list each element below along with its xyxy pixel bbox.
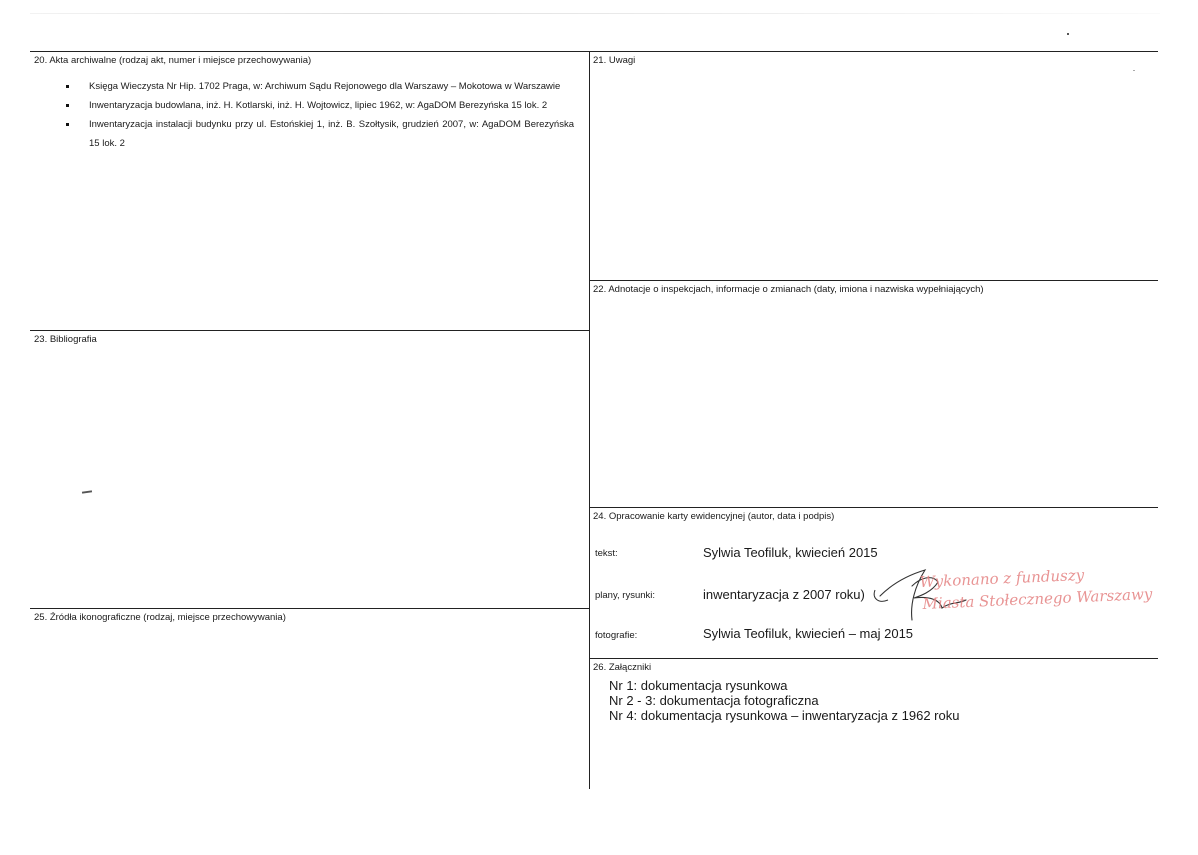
divider-22-24 xyxy=(589,507,1158,508)
scan-edge-line xyxy=(30,13,1160,14)
attachment-item: Nr 1: dokumentacja rysunkowa xyxy=(609,678,788,693)
section-21-title: 21. Uwagi xyxy=(593,55,636,66)
divider-20-23 xyxy=(30,330,589,331)
plans-label: plany, rysunki: xyxy=(595,590,656,601)
stamp-line-2: Miasta Stołecznego Warszawy xyxy=(922,584,1153,613)
attachments-list xyxy=(609,678,959,723)
section-25-title: 25. Źródła ikonograficzne (rodzaj, miejsce przechowywania) xyxy=(34,612,286,623)
text-label: tekst: xyxy=(595,548,618,559)
divider-top xyxy=(30,51,1158,52)
text-author: Sylwia Teofiluk, kwiecień 2015 xyxy=(703,545,878,560)
photos-author: Sylwia Teofiluk, kwiecień – maj 2015 xyxy=(703,626,914,641)
section-24-title: 24. Opracowanie karty ewidencyjnej (autor, data i podpis) xyxy=(593,511,835,522)
archival-record-item: Inwentaryzacja instalacji budynku przy ul. Estońskiej 1, inż. B. Szołtysik, grudzień 2007, w: AgaDOM Berezyńska 15 lok. 2 xyxy=(62,115,574,153)
attachment-item: Nr 2 - 3: dokumentacja fotograficzna xyxy=(609,693,819,708)
divider-21-22 xyxy=(589,280,1158,281)
attachment-item: Nr 4: dokumentacja rysunkowa – inwentaryzacja z 1962 roku xyxy=(609,708,960,723)
funding-stamp xyxy=(919,561,1153,615)
archival-record-item: Inwentaryzacja budowlana, inż. H. Kotlarski, inż. H. Wojtowicz, lipiec 1962, w: AgaDOM Berezyńska 15 lok. 2 xyxy=(62,96,574,115)
divider-center xyxy=(589,51,590,789)
scan-speck xyxy=(82,490,92,493)
section-26-title: 26. Załączniki xyxy=(593,662,652,673)
stamp-line-1: Wykonano z funduszy xyxy=(919,565,1085,592)
photos-label: fotografie: xyxy=(595,630,638,641)
scan-speck xyxy=(1067,33,1069,35)
plans-value: inwentaryzacja z 2007 roku) xyxy=(703,587,865,602)
archival-record-item: Księga Wieczysta Nr Hip. 1702 Praga, w: Archiwum Sądu Rejonowego dla Warszawy – Mokotowa w Warszawie xyxy=(62,77,574,96)
divider-24-26 xyxy=(589,658,1158,659)
section-20-title: 20. Akta archiwalne (rodzaj akt, numer i miejsce przechowywania) xyxy=(34,55,312,66)
divider-23-25 xyxy=(30,608,589,609)
section-23-title: 23. Bibliografia xyxy=(34,334,97,345)
archival-records-list xyxy=(62,77,574,153)
scan-speck xyxy=(1133,70,1135,71)
section-22-title: 22. Adnotacje o inspekcjach, informacje o zmianach (daty, imiona i nazwiska wypełniających) xyxy=(593,284,984,295)
